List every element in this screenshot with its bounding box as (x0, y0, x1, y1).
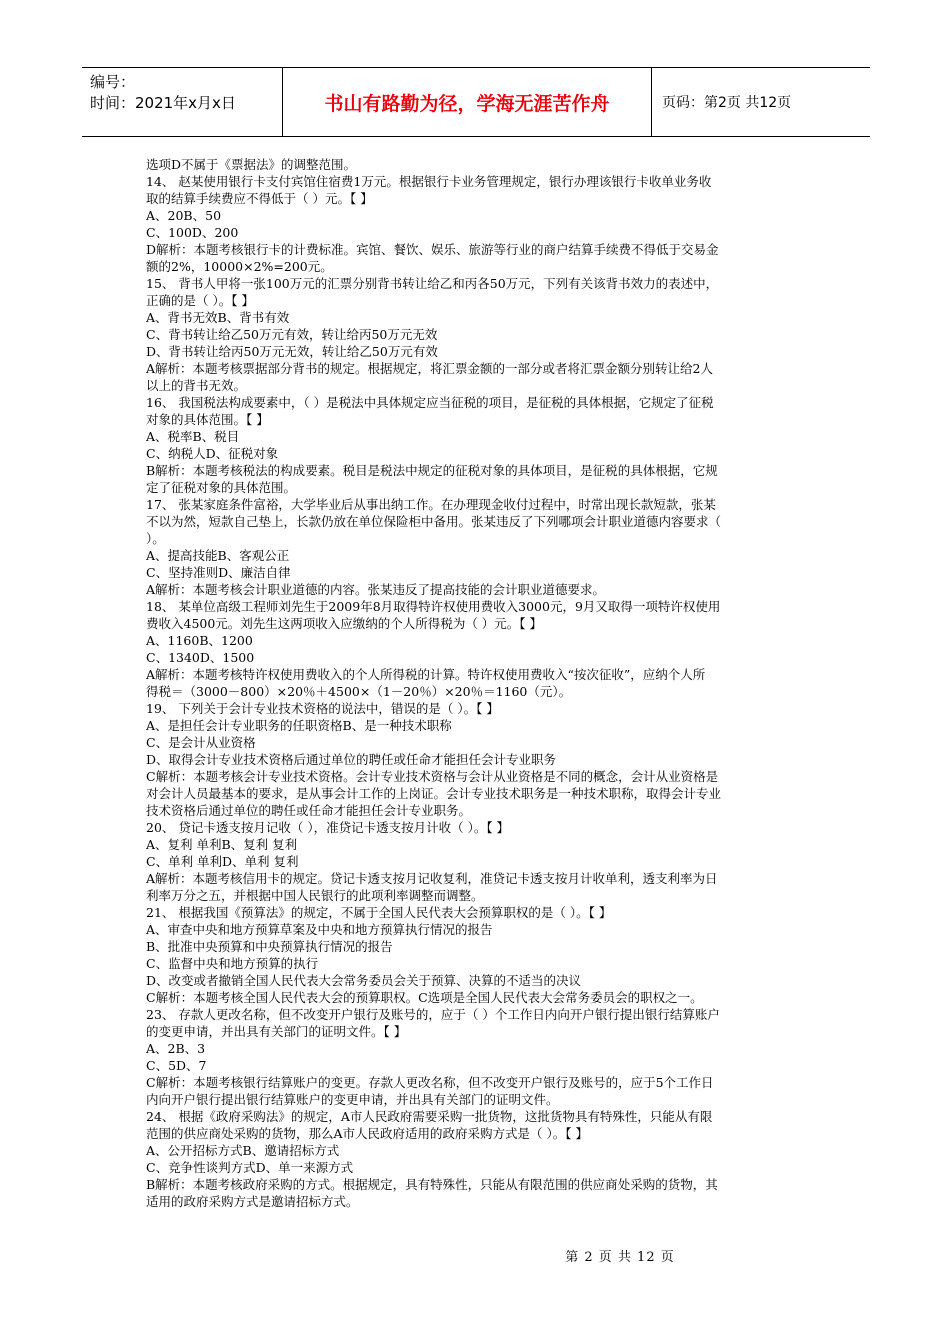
text-line: 19、 下列关于会计专业技术资格的说法中，错误的是（ ）。【 】 (146, 701, 499, 716)
text-line: A解析：本题考核票据部分背书的规定。根据规定，将汇票金额的一部分或者将汇票金额分别转让给2人 (146, 361, 713, 376)
text-line: C、监督中央和地方预算的执行 (146, 956, 319, 971)
text-line: C、背书转让给乙50万元有效，转让给丙50万元无效 (146, 327, 438, 342)
text-line: 23、 存款人更改名称，但不改变开户银行及账号的，应于（ ）个工作日内向开户银行提出银行结算账户 (146, 1007, 720, 1022)
text-line: A、是担任会计专业职务的任职资格B、是一种技术职称 (146, 718, 452, 733)
text-line: A解析：本题考核会计职业道德的内容。张某违反了提高技能的会计职业道德要求。 (146, 582, 606, 597)
text-line: 20、 贷记卡透支按月记收（ ），准贷记卡透支按月计收（ ）。【 】 (146, 820, 510, 835)
text-line: 15、 背书人甲将一张100万元的汇票分别背书转让给乙和丙各50万元，下列有关该背书效力的表述中， (146, 276, 719, 291)
text-line: 费收入4500元。刘先生这两项收入应缴纳的个人所得税为（ ）元。【 】 (146, 616, 543, 631)
header-page-label: 页码：第2页 共12页 (662, 95, 792, 111)
text-line: 正确的是（ ）。【 】 (146, 293, 254, 308)
text-line: 以上的背书无效。 (146, 378, 247, 393)
text-line: 选项D不属于《票据法》的调整范围。 (146, 157, 357, 172)
text-line: 利率万分之五，并根据中国人民银行的此项利率调整而调整。 (146, 888, 484, 903)
text-line: 14、 赵某使用银行卡支付宾馆住宿费1万元。根据银行卡业务管理规定，银行办理该银行卡收单业务收 (146, 174, 712, 189)
text-line: 21、 根据我国《预算法》的规定，不属于全国人民代表大会预算职权的是（ ）。【 】 (146, 905, 612, 920)
footer-page-number: 第 2 页 共 12 页 (565, 1250, 675, 1265)
text-line: 17、 张某家庭条件富裕，大学毕业后从事出纳工作。在办理现金收付过程中，时常出现长款短款，张某 (146, 497, 716, 512)
text-line: A解析：本题考核信用卡的规定。贷记卡透支按月记收复利，准贷记卡透支按月计收单利，透支利率为日 (146, 871, 718, 886)
text-line: A、公开招标方式B、邀请招标方式 (146, 1143, 340, 1158)
text-line: A、1160B、1200 (146, 633, 253, 648)
text-line: D、改变或者撤销全国人民代表大会常务委员会关于预算、决算的不适当的决议 (146, 973, 582, 988)
text-line: 16、 我国税法构成要素中，（ ）是税法中具体规定应当征税的项目，是征税的具体根据，它规定了征税 (146, 395, 714, 410)
document-body (146, 156, 808, 1210)
text-line: 内向开户银行提出银行结算账户的变更申请，并出具有关部门的证明文件。 (146, 1092, 559, 1107)
text-line: C解析：本题考核全国人民代表大会的预算职权。C选项是全国人民代表大会常务委员会的职权之一。 (146, 990, 703, 1005)
text-line: C、坚持准则D、廉洁自律 (146, 565, 291, 580)
text-line: 定了征税对象的具体范围。 (146, 480, 297, 495)
text-line: 对会计人员最基本的要求，是从事会计工作的上岗证。会计专业技术职务是一种技术职称，取得会计专业 (146, 786, 722, 801)
text-line: D、取得会计专业技术资格后通过单位的聘任或任命才能担任会计专业职务 (146, 752, 557, 767)
text-line: 技术资格后通过单位的聘任或任命才能担任会计专业职务。 (146, 803, 472, 818)
text-line: C、单利 单利D、单利 复利 (146, 854, 299, 869)
text-line: 24、 根据《政府采购法》的规定，A市人民政府需要采购一批货物，这批货物具有特殊性，只能从有限 (146, 1109, 713, 1124)
text-line: 18、 某单位高级工程师刘先生于2009年8月取得特许权使用费收入3000元，9月又取得一项特许权使用 (146, 599, 721, 614)
text-line: C、纳税人D、征税对象 (146, 446, 279, 461)
text-line: C、5D、7 (146, 1058, 207, 1073)
text-line: 不以为然，短款自己垫上，长款仍放在单位保险柜中备用。张某违反了下列哪项会计职业道德内容要求（ (146, 514, 722, 529)
text-line: A、提高技能B、客观公正 (146, 548, 290, 563)
text-line: 范围的供应商处采购的货物，那么A市人民政府适用的政府采购方式是（ ）。【 】 (146, 1126, 588, 1141)
page-footer (0, 1246, 950, 1265)
text-line: A、税率B、税目 (146, 429, 240, 444)
text-line: 对象的具体范围。【 】 (146, 412, 269, 427)
text-line: 额的2%，10000×2%=200元。 (146, 259, 333, 274)
text-line: ）。 (146, 531, 165, 546)
text-line: A、背书无效B、背书有效 (146, 310, 290, 325)
text-line: A、20B、50 (146, 208, 222, 223)
text-line: A、审查中央和地方预算草案及中央和地方预算执行情况的报告 (146, 922, 493, 937)
code-label: 编号： (90, 73, 136, 91)
text-line: A、2B、3 (146, 1041, 206, 1056)
text-line: C、是会计从业资格 (146, 735, 256, 750)
page-header (82, 67, 870, 137)
text-line: B解析：本题考核政府采购的方式。根据规定，具有特殊性，只能从有限范围的供应商处采购的货物，其 (146, 1177, 718, 1192)
text-line: C解析：本题考核银行结算账户的变更。存款人更改名称，但不改变开户银行及账号的，应于5个工作日 (146, 1075, 714, 1090)
text-line: C、1340D、1500 (146, 650, 255, 665)
text-line: C、100D、200 (146, 225, 239, 240)
text-line: A解析：本题考核特许权使用费收入的个人所得税的计算。特许权使用费收入“按次征收”，应纳个人所 (146, 667, 706, 682)
text-line: 得税＝（3000－800）×20％＋4500×（1－20％）×20％＝1160（元）。 (146, 684, 572, 699)
time-label: 时间：2021年x月x日 (90, 94, 236, 112)
text-line: A、复利 单利B、复利 复利 (146, 837, 298, 852)
text-line: C解析：本题考核会计专业技术资格。会计专业技术资格与会计从业资格是不同的概念，会计从业资格是 (146, 769, 719, 784)
header-motto: 书山有路勤为径，学海无涯苦作舟 (282, 68, 652, 136)
text-line: C、竞争性谈判方式D、单一来源方式 (146, 1160, 354, 1175)
text-line: 适用的政府采购方式是邀请招标方式。 (146, 1194, 359, 1209)
header-meta (82, 68, 282, 136)
text-line: D、背书转让给丙50万元无效，转让给乙50万元有效 (146, 344, 438, 359)
text-line: D解析：本题考核银行卡的计费标准。宾馆、餐饮、娱乐、旅游等行业的商户结算手续费不得低于交易金 (146, 242, 719, 257)
text-line: 取的结算手续费应不得低于（ ）元。【 】 (146, 191, 373, 206)
text-line: B解析：本题考核税法的构成要素。税目是税法中规定的征税对象的具体项目，是征税的具体根据，它规 (146, 463, 718, 478)
text-line: B、批准中央预算和中央预算执行情况的报告 (146, 939, 393, 954)
text-line: 的变更申请，并出具有关部门的证明文件。【 】 (146, 1024, 407, 1039)
